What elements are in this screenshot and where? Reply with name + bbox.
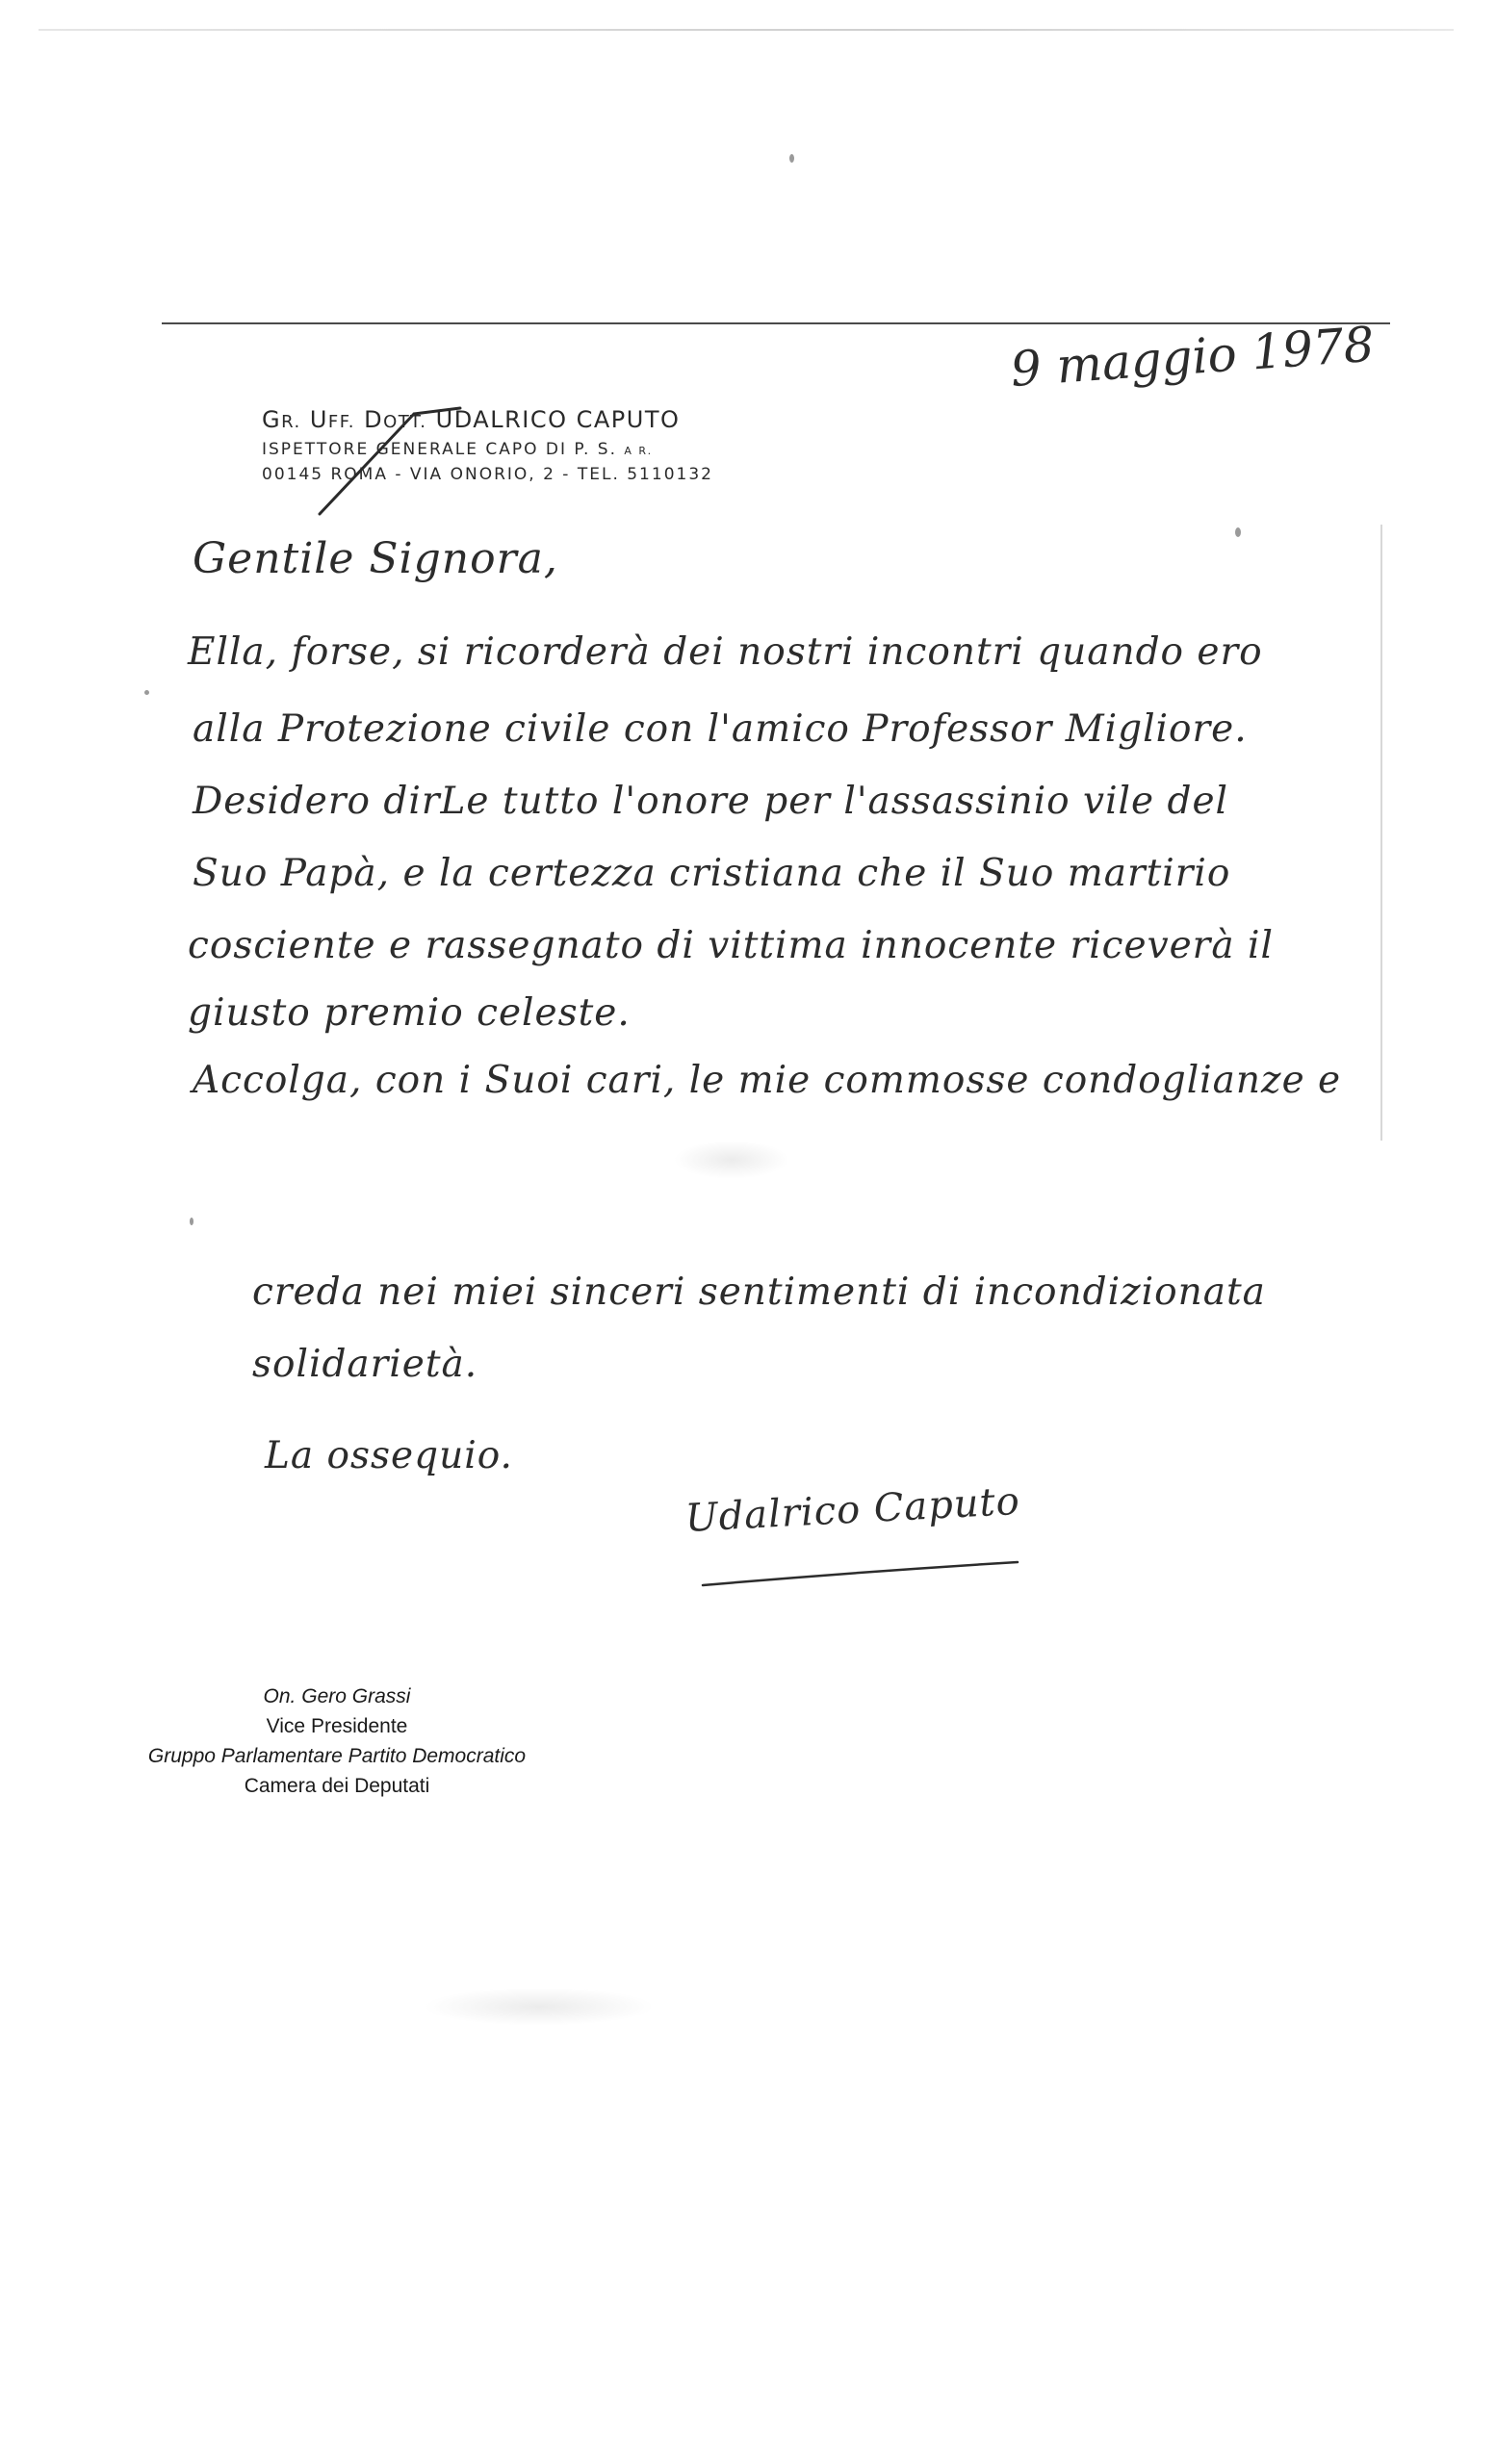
letterhead-name: UDALRICO CAPUTO xyxy=(435,406,681,433)
letterhead-honorific: U xyxy=(309,406,328,433)
scan-speck xyxy=(144,690,149,695)
pen-strike-mark xyxy=(318,402,462,518)
footer-role: Vice Presidente xyxy=(266,1715,408,1737)
signature xyxy=(684,1478,1032,1593)
continuation-line: creda nei miei sinceri sentimenti di incondizionata xyxy=(252,1270,1266,1314)
body-line: cosciente e rassegnato di vittima innocente riceverà il xyxy=(188,924,1274,967)
footer-chamber: Camera dei Deputati xyxy=(244,1775,430,1797)
letterhead-address: 00145 ROMA - VIA ONORIO, 2 - TEL. 5110132 xyxy=(262,465,713,484)
signature-text: Udalrico Caputo xyxy=(684,1478,1021,1541)
signature-underline xyxy=(685,1497,1032,1593)
body-line: Ella, forse, si ricorderà dei nostri incontri quando ero xyxy=(188,630,1263,674)
continuation-line: solidarietà. xyxy=(252,1343,478,1386)
body-line: Suo Papà, e la certezza cristiana che il Suo martirio xyxy=(193,852,1231,895)
letterhead-title-suffix: A R. xyxy=(624,445,654,457)
scan-smudge xyxy=(424,1988,655,2026)
sheet-edge xyxy=(1380,525,1382,1141)
letterhead-honorific: G xyxy=(262,406,282,433)
body-line: alla Protezione civile con l'amico Professor Migliore. xyxy=(193,707,1248,751)
letterhead-honorific-small: FF. xyxy=(327,412,355,432)
footer-group: Gruppo Parlamentare Partito Democratico xyxy=(147,1745,527,1767)
letterhead-title-text: ISPETTORE GENERALE CAPO DI P. S. xyxy=(262,440,617,459)
scan-edge-line xyxy=(39,29,1454,31)
salutation: Gentile Signora, xyxy=(193,534,558,583)
footer-name: On. Gero Grassi xyxy=(263,1685,411,1707)
letter-date: 9 maggio 1978 xyxy=(1008,316,1377,398)
letterhead-honorific-small: R. xyxy=(281,412,301,432)
letterhead-honorific: D xyxy=(364,406,384,433)
scan-speck xyxy=(789,154,794,163)
body-line: Desidero dirLe tutto l'onore per l'assassinio vile del xyxy=(193,780,1229,823)
scan-speck xyxy=(190,1218,193,1225)
letterhead-honorific-small: OTT. xyxy=(383,412,427,432)
scan-smudge xyxy=(674,1141,789,1179)
body-line: giusto premio celeste. xyxy=(188,991,631,1035)
closing-line: La ossequio. xyxy=(265,1434,513,1477)
body-line: Accolga, con i Suoi cari, le mie commosse condoglianze e xyxy=(193,1059,1342,1102)
footer-stamp xyxy=(144,1681,529,1801)
